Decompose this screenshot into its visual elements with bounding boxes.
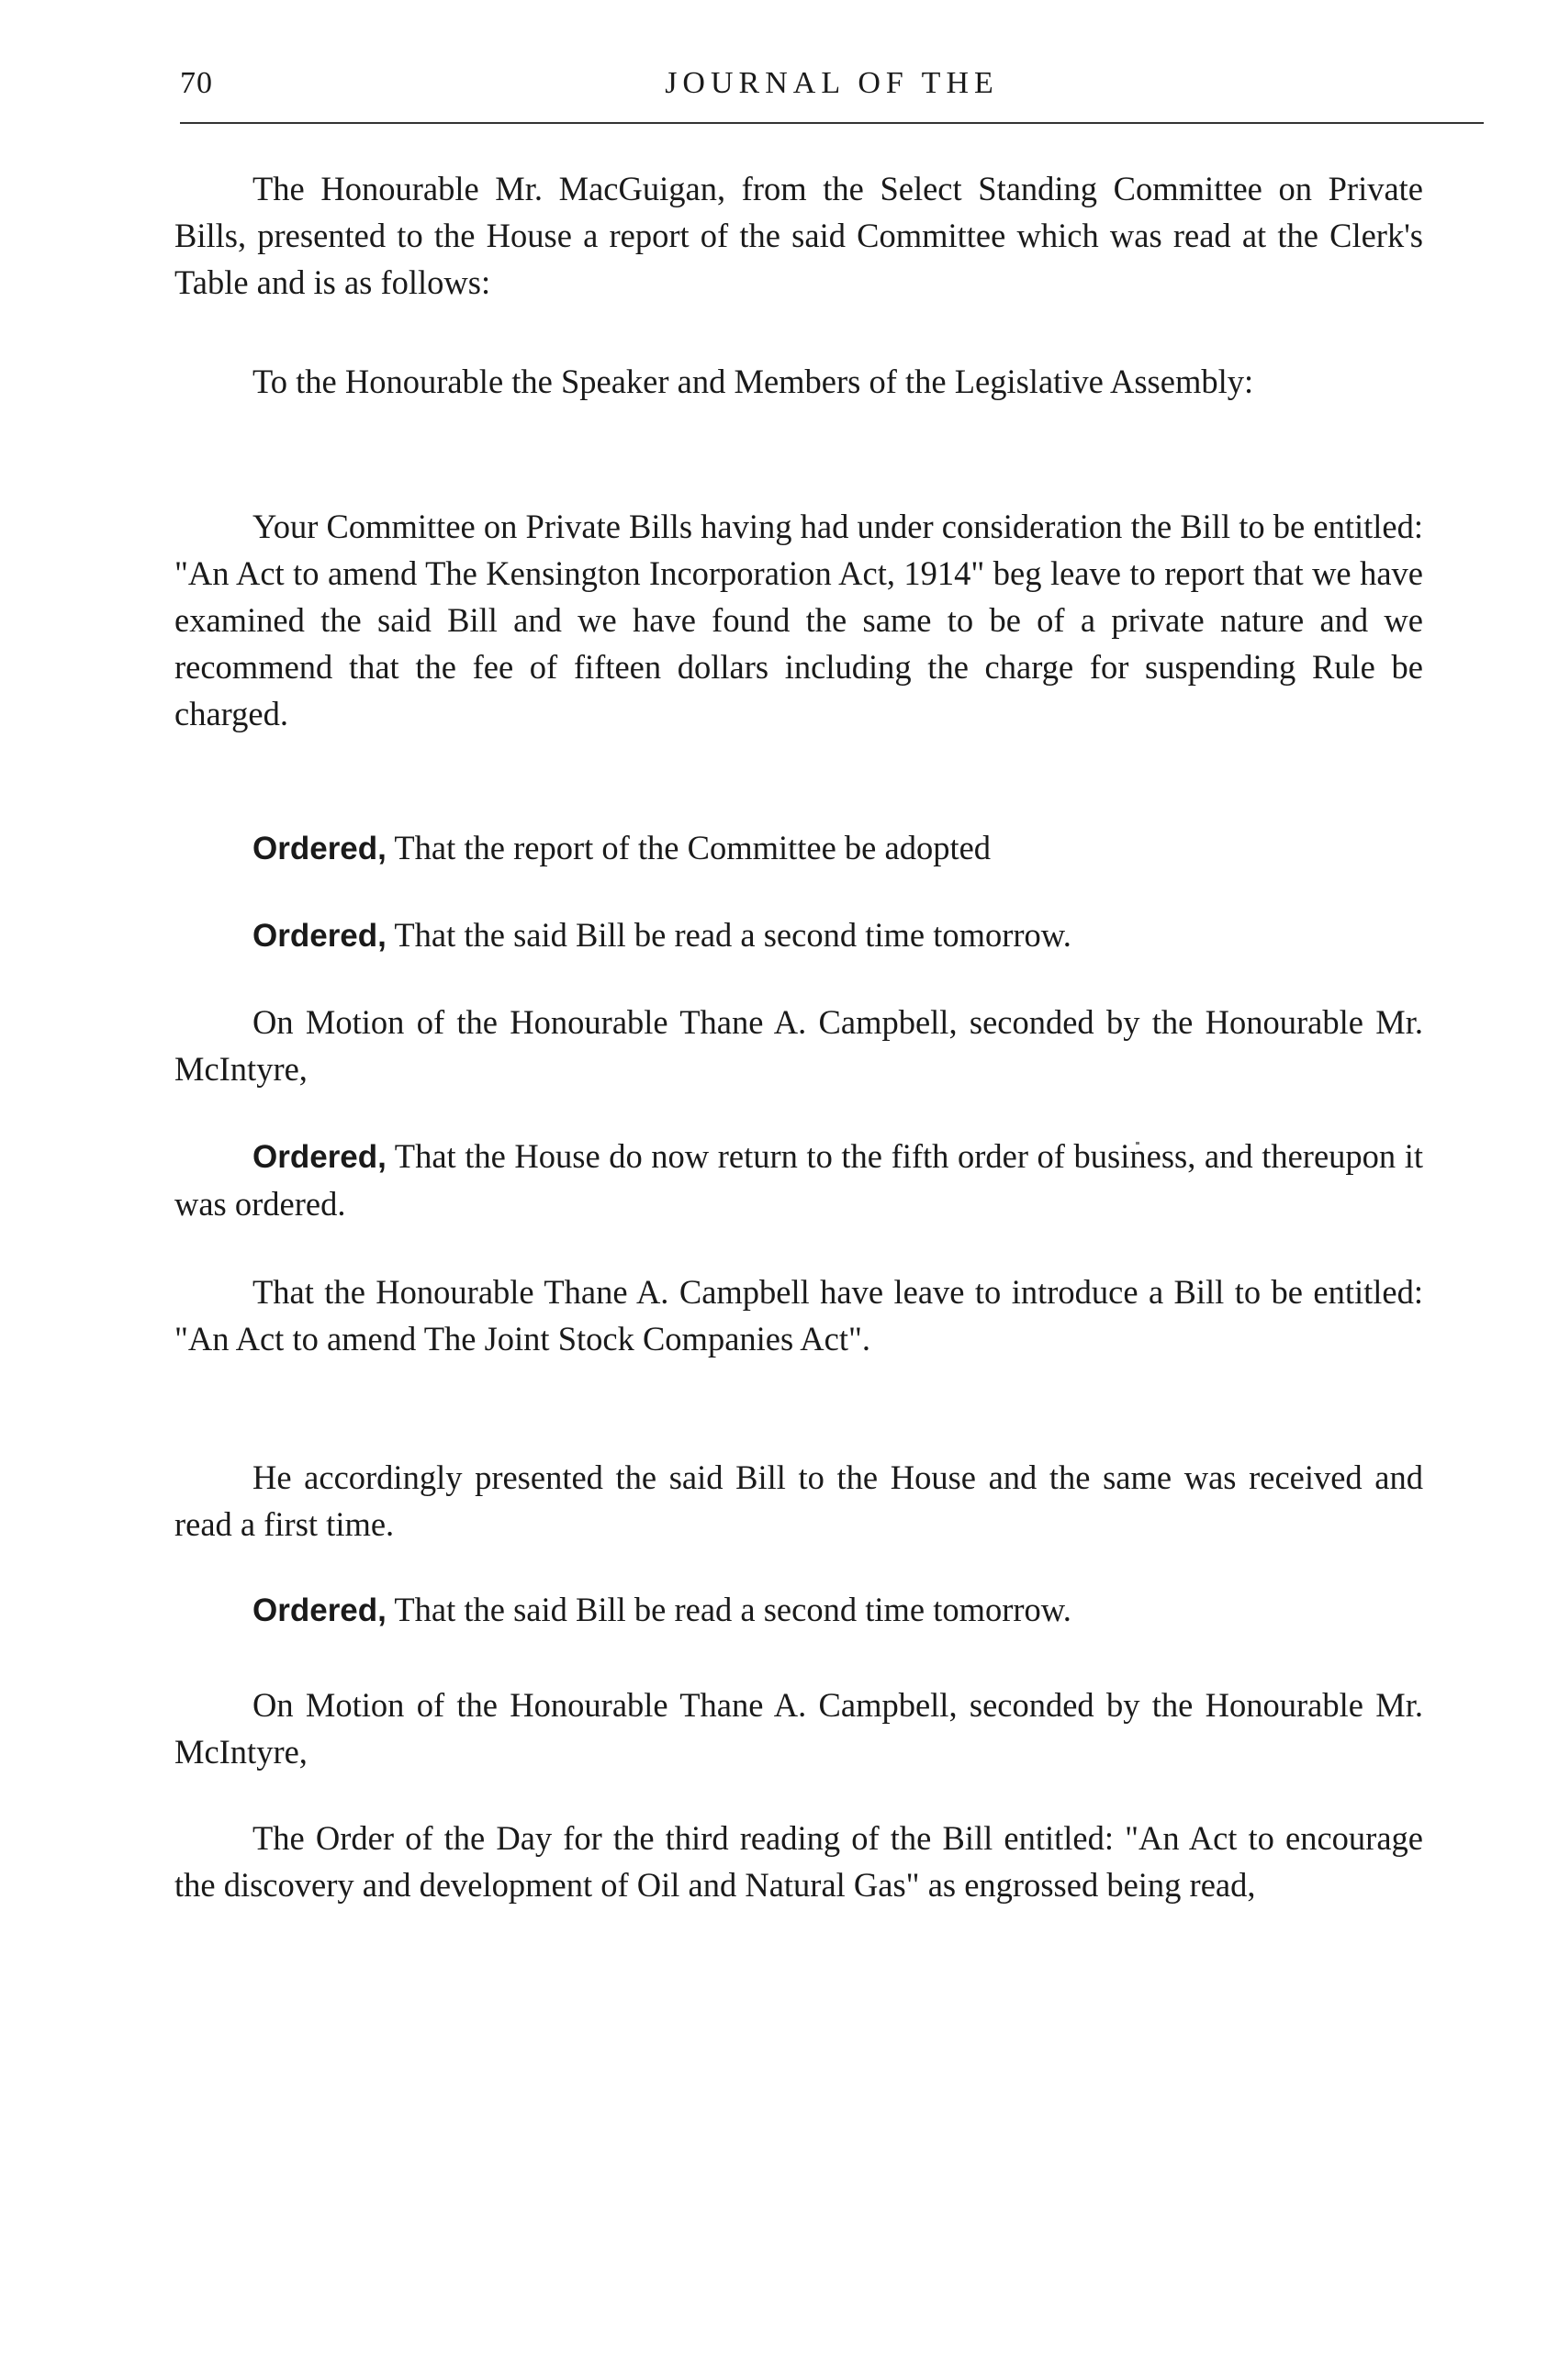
leave-to-introduce-bill (174, 1268, 1423, 1362)
ordered-label: Ordered, (252, 831, 387, 866)
ordered-label: Ordered, (252, 1139, 387, 1175)
ordered-label: Ordered, (252, 1592, 387, 1628)
paragraph-text: On Motion of the Honourable Thane A. Campbell, seconded by the Honourable Mr. McIntyre, (174, 1003, 1423, 1088)
paragraph-text: That the said Bill be read a second time tomorrow. (386, 1591, 1071, 1628)
page-header (180, 66, 1484, 121)
motion-campbell (174, 999, 1423, 1092)
paragraph-text: On Motion of the Honourable Thane A. Campbell, seconded by the Honourable Mr. McIntyre, (174, 1686, 1423, 1771)
page-number: 70 (180, 66, 213, 100)
ordered-label: Ordered, (252, 918, 387, 954)
header-rule (180, 122, 1484, 124)
third-reading-order-of-day (174, 1815, 1423, 1908)
order-return-fifth-order (174, 1133, 1423, 1227)
order-second-reading (174, 911, 1423, 959)
paragraph-text: That the said Bill be read a second time tomorrow. (386, 916, 1071, 954)
committee-report-body (174, 503, 1423, 737)
paragraph-text: To the Honourable the Speaker and Members of the Legislative Assembly: (252, 363, 1254, 400)
paragraph-text: Your Committee on Private Bills having had under consideration the Bill to be entitled: "An Act to amend The Kensington Incorporation Act, 1914" beg leave to report that we have examined the said Bill and we have found the same to be of a private nature and we recommend that the fee of fifteen dollars including the charge for suspending Rule be charged. (174, 508, 1423, 732)
paragraph-text: That the Honourable Thane A. Campbell have leave to introduce a Bill to be entitled: "An Act to amend The Joint Stock Companies Act". (174, 1273, 1423, 1358)
committee-report-intro (174, 165, 1423, 306)
bill-presented (174, 1454, 1423, 1548)
paragraph-text: That the House do now return to the fifth order of business, and thereupon it was ordered. (174, 1137, 1423, 1223)
order-second-reading-tomorrow (174, 1586, 1423, 1634)
running-title: JOURNAL OF THE (665, 66, 999, 100)
order-adopt-report (174, 824, 1423, 872)
paragraph-text: The Order of the Day for the third reading of the Bill entitled: "An Act to encourage the discovery and development of Oil and Natural Gas" as engrossed being read, (174, 1819, 1423, 1904)
motion-campbell-second (174, 1682, 1423, 1775)
paragraph-text: That the report of the Committee be adopted (386, 829, 992, 866)
paragraph-text: The Honourable Mr. MacGuigan, from the Select Standing Committee on Private Bills, presented to the House a report of the said Committee which was read at the Clerk's Table and is as follows: (174, 170, 1423, 301)
paragraph-text: He accordingly presented the said Bill to the House and the same was received and read a first time. (174, 1458, 1423, 1543)
address-to-speaker (174, 358, 1423, 405)
